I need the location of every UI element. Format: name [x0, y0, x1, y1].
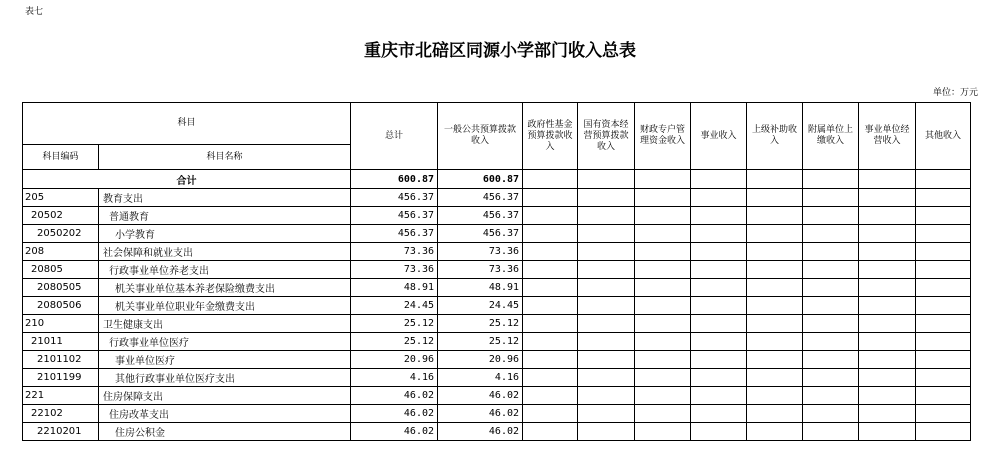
header-subject: 科目	[23, 103, 351, 145]
header-superior-subsidy: 上级补助收入	[747, 103, 803, 170]
row-name: 机关事业单位基本养老保险缴费支出	[99, 279, 351, 297]
row-total: 4.16	[351, 369, 438, 387]
row-name: 事业单位医疗	[99, 351, 351, 369]
total-general-budget: 600.87	[438, 170, 523, 189]
row-name: 普通教育	[99, 207, 351, 225]
table-row	[23, 405, 971, 423]
table-row	[23, 333, 971, 351]
total-amount: 600.87	[351, 170, 438, 189]
row-code: 208	[23, 243, 99, 261]
row-general: 46.02	[438, 423, 523, 441]
table-row	[23, 387, 971, 405]
table-row	[23, 225, 971, 243]
row-name: 教育支出	[99, 189, 351, 207]
header-name: 科目名称	[99, 145, 351, 170]
row-general: 4.16	[438, 369, 523, 387]
total-row	[23, 170, 971, 189]
row-general: 24.45	[438, 297, 523, 315]
header-business: 事业收入	[691, 103, 747, 170]
row-name: 住房公积金	[99, 423, 351, 441]
row-general: 25.12	[438, 315, 523, 333]
row-total: 46.02	[351, 405, 438, 423]
row-general: 456.37	[438, 225, 523, 243]
row-total: 24.45	[351, 297, 438, 315]
revenue-table	[22, 102, 971, 441]
row-total: 456.37	[351, 225, 438, 243]
header-affiliated: 附属单位上缴收入	[803, 103, 859, 170]
row-total: 46.02	[351, 387, 438, 405]
row-total: 73.36	[351, 261, 438, 279]
row-code: 20502	[23, 207, 99, 225]
table-row	[23, 297, 971, 315]
header-gov-fund: 政府性基金预算拨款收入	[523, 103, 578, 170]
table-row	[23, 261, 971, 279]
table-number-label: 表七	[25, 7, 44, 17]
row-code: 221	[23, 387, 99, 405]
row-total: 25.12	[351, 315, 438, 333]
unit-label: 单位：万元	[932, 88, 978, 98]
row-total: 73.36	[351, 243, 438, 261]
row-name: 小学教育	[99, 225, 351, 243]
row-general: 46.02	[438, 387, 523, 405]
row-total: 25.12	[351, 333, 438, 351]
row-code: 21011	[23, 333, 99, 351]
row-name: 机关事业单位职业年金缴费支出	[99, 297, 351, 315]
row-code: 205	[23, 189, 99, 207]
row-general: 456.37	[438, 189, 523, 207]
row-total: 456.37	[351, 189, 438, 207]
row-total: 456.37	[351, 207, 438, 225]
table-row	[23, 351, 971, 369]
row-code: 20805	[23, 261, 99, 279]
header-general-budget: 一般公共预算拨款收入	[438, 103, 523, 170]
row-name: 行政事业单位医疗	[99, 333, 351, 351]
row-code: 22102	[23, 405, 99, 423]
table-row	[23, 243, 971, 261]
row-code: 2101102	[23, 351, 99, 369]
row-code: 2210201	[23, 423, 99, 441]
page-title: 重庆市北碚区同源小学部门收入总表	[364, 41, 636, 61]
row-name: 卫生健康支出	[99, 315, 351, 333]
row-code: 210	[23, 315, 99, 333]
row-total: 46.02	[351, 423, 438, 441]
header-state-capital: 国有资本经营预算拨款收入	[578, 103, 635, 170]
row-name: 行政事业单位养老支出	[99, 261, 351, 279]
table-row	[23, 423, 971, 441]
total-label: 合计	[23, 170, 351, 189]
row-name: 社会保障和就业支出	[99, 243, 351, 261]
table-row	[23, 207, 971, 225]
row-code: 2101199	[23, 369, 99, 387]
header-total: 总计	[351, 103, 438, 170]
header-fiscal-special: 财政专户管理资金收入	[635, 103, 691, 170]
row-code: 2050202	[23, 225, 99, 243]
table-row	[23, 315, 971, 333]
table-row	[23, 369, 971, 387]
header-code: 科目编码	[23, 145, 99, 170]
row-total: 48.91	[351, 279, 438, 297]
row-general: 46.02	[438, 405, 523, 423]
header-row-1	[23, 103, 971, 145]
row-general: 73.36	[438, 243, 523, 261]
row-name: 其他行政事业单位医疗支出	[99, 369, 351, 387]
header-other: 其他收入	[916, 103, 971, 170]
header-operating: 事业单位经营收入	[859, 103, 916, 170]
row-general: 48.91	[438, 279, 523, 297]
table-row	[23, 189, 971, 207]
row-code: 2080506	[23, 297, 99, 315]
row-general: 20.96	[438, 351, 523, 369]
table-row	[23, 279, 971, 297]
row-total: 20.96	[351, 351, 438, 369]
row-general: 25.12	[438, 333, 523, 351]
row-name: 住房保障支出	[99, 387, 351, 405]
row-general: 73.36	[438, 261, 523, 279]
row-code: 2080505	[23, 279, 99, 297]
row-name: 住房改革支出	[99, 405, 351, 423]
row-general: 456.37	[438, 207, 523, 225]
